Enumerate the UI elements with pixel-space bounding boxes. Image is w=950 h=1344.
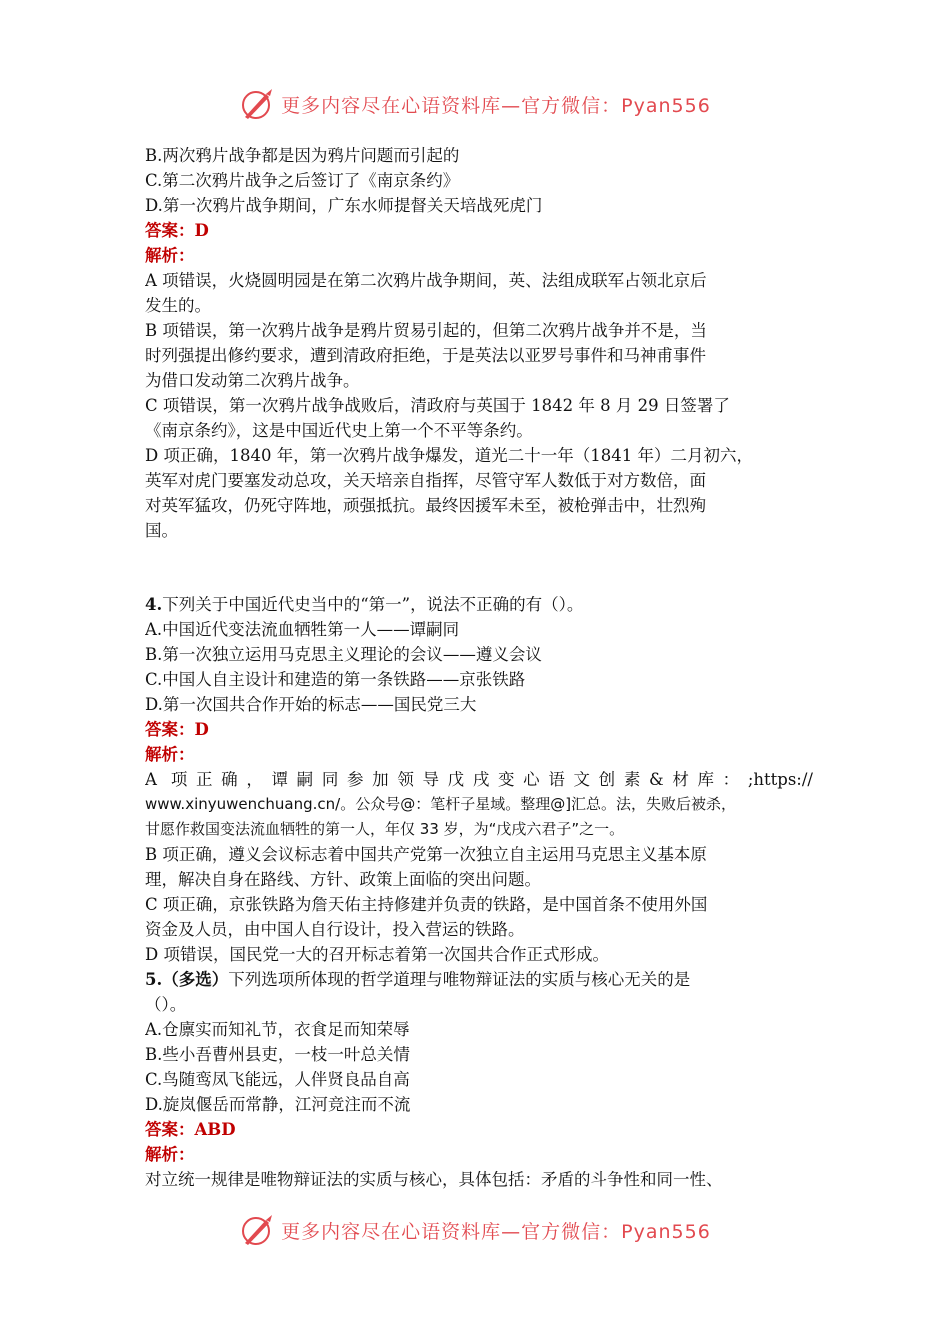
- q3-analysis-line: 《南京条约》，这是中国近代史上第一个不平等条约。: [145, 421, 533, 440]
- q4-question: [145, 592, 813, 617]
- q4-analysis-line: 甘愿作救国变法流血牺牲的第一人，年仅 33 岁，为“戊戌六君子”之一。: [145, 820, 625, 838]
- q3-answer: 答案：D: [145, 221, 209, 240]
- q3-analysis-line: 发生的。: [145, 296, 211, 315]
- q3-analysis-line: C 项错误，第一次鸦片战争战败后，清政府与英国于 1842 年 8 月 29 日签署了: [145, 396, 730, 415]
- q4-analysis-line: 理，解决自身在路线、方针、政策上面临的突出问题。: [145, 870, 541, 889]
- banner-text: 更多内容尽在心语资料库—官方微信：Pyan556: [281, 1220, 711, 1243]
- q4-option-c: C.中国人自主设计和建造的第一条铁路——京张铁路: [145, 670, 526, 689]
- q5-option-c: C.鸟随鸾凤飞能远，人伴贤良品自高: [145, 1070, 410, 1089]
- q5-answer: 答案：ABD: [145, 1120, 236, 1139]
- q5-analysis-line: 对立统一规律是唯物辩证法的实质与核心，具体包括：矛盾的斗争性和同一性、: [145, 1170, 723, 1189]
- q5-question: [145, 967, 813, 992]
- q4-option-a: A.中国近代变法流血牺牲第一人——谭嗣同: [145, 620, 460, 639]
- q3-analysis-line: B 项错误，第一次鸦片战争是鸦片贸易引起的，但第二次鸦片战争并不是，当: [145, 321, 707, 340]
- q3-analysis-line: 为借口发动第二次鸦片战争。: [145, 371, 360, 390]
- q3-option-c: C.第二次鸦片战争之后签订了《南京条约》: [145, 171, 460, 190]
- q4-analysis-label: 解析：: [145, 745, 195, 764]
- quill-logo-icon: [239, 86, 275, 122]
- quill-logo-icon: [239, 1212, 275, 1248]
- q5-analysis-label: 解析：: [145, 1145, 195, 1164]
- q4-analysis-line: www.xinyuwenchuang.cn/。公众号@：笔杆子星域。整理@]汇总。法，失败后被杀，: [145, 795, 737, 813]
- q3-analysis-line: 时列强提出修约要求，遭到清政府拒绝，于是英法以亚罗号事件和马神甫事件: [145, 346, 706, 365]
- q4-analysis-line: C 项正确，京张铁路为詹天佑主持修建并负责的铁路，是中国首条不使用外国: [145, 895, 708, 914]
- q5-question-cont: （）。: [145, 995, 187, 1014]
- q3-analysis-line: 英军对虎门要塞发动总攻，关天培亲自指挥，尽管守军人数低于对方数倍，面: [145, 471, 706, 490]
- q5-option-a: A.仓廪实而知礼节，衣食足而知荣辱: [145, 1020, 410, 1039]
- q3-option-b: B.两次鸦片战争都是因为鸦片问题而引起的: [145, 146, 460, 165]
- q3-analysis-line: A 项错误，火烧圆明园是在第二次鸦片战争期间，英、法组成联军占领北京后: [145, 271, 707, 290]
- document-body: [145, 143, 813, 1192]
- q3-analysis-label: 解析：: [145, 246, 195, 265]
- q4-option-b: B.第一次独立运用马克思主义理论的会议——遵义会议: [145, 645, 542, 664]
- q4-analysis-line: D 项错误，国民党一大的召开标志着第一次国共合作正式形成。: [145, 945, 609, 964]
- q5-option-d: D.旋岚偃岳而常静，江河竞注而不流: [145, 1095, 411, 1114]
- banner-text: 更多内容尽在心语资料库—官方微信：Pyan556: [281, 94, 711, 117]
- q3-analysis-line: 对英军猛攻，仍死守阵地，顽强抵抗。最终因援军未至，被枪弹击中，壮烈殉: [145, 496, 706, 515]
- q4-analysis-line: B 项正确，遵义会议标志着中国共产党第一次独立自主运用马克思主义基本原: [145, 845, 707, 864]
- q5-stem: 下列选项所体现的哲学道理与唯物辩证法的实质与核心无关的是: [228, 970, 691, 989]
- q5-tag: （多选）: [162, 970, 229, 989]
- q3-analysis-line: 国。: [145, 521, 178, 540]
- q5-option-b: B.些小吾曹州县吏，一枝一叶总关情: [145, 1045, 410, 1064]
- q3-analysis-line: D 项正确，1840 年，第一次鸦片战争爆发，道光二十一年（1841 年）二月初六，: [145, 446, 753, 465]
- q4-analysis-line: 资金及人员，由中国人自行设计，投入营运的铁路。: [145, 920, 525, 939]
- header-banner: [0, 84, 950, 124]
- footer-banner: [0, 1210, 950, 1250]
- q4-stem: 下列关于中国近代史当中的“第一”，说法不正确的有（）。: [162, 595, 584, 614]
- spacer: [145, 543, 813, 592]
- q4-option-d: D.第一次国共合作开始的标志——国民党三大: [145, 695, 477, 714]
- q3-option-d: D.第一次鸦片战争期间，广东水师提督关天培战死虎门: [145, 196, 543, 215]
- q4-answer: 答案：D: [145, 720, 209, 739]
- q5-number: 5.: [145, 970, 163, 989]
- q4-number: 4.: [145, 595, 163, 614]
- q4-analysis-line: A 项正确，谭嗣同参加领导戊戌变心语文创素&材库：;https://: [145, 770, 813, 789]
